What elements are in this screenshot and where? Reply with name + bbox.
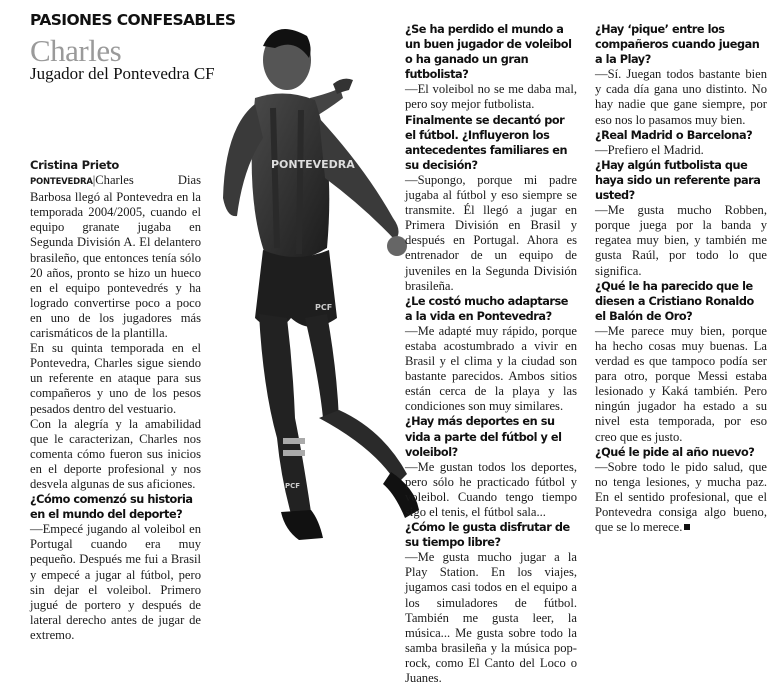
intro-paragraph-1: PONTEVEDRA|Charles Dias Barbosa llegó al Pontevedra en la temporada 2004/2005, cuando el equipo granate jugaba en Segunda División A. El delantero brasileño, que entonces tenía sólo 20 años, pronto se hizo un hueco en el equipo pontevedrés y ha logrado convertirse poco a poco en uno de los jugadores más carismáticos de la plantilla. bbox=[30, 173, 201, 341]
question-7: ¿Hay ‘pique’ entre los compañeros cuando juegan a la Play? bbox=[595, 23, 760, 67]
intro-paragraph-3: Con la alegría y la amabilidad que le caracterizan, Charles nos comenta cómo fueron sus inicios en el deporte profesional y nos desvela algunas de sus aficiones. bbox=[30, 416, 201, 491]
answer-4: —Me adapté muy rápido, porque estaba acostumbrado a vivir en Brasil y el clima y la ciudad son bastante parecidos. Ambos sitios están cerca de la playa y las condiciones son muy similares. bbox=[405, 323, 577, 414]
answer-10: —Me parece muy bien, porque ha hecho cosas muy buenas. La verdad es que tampoco podía ser para otro, porque Messi estaba lesionado y Kaká también. Pero ningún jugador ha estado a su nivel esta temporada, por eso creo que es justo. bbox=[595, 323, 767, 444]
interviewee-name: Charles bbox=[30, 33, 122, 68]
question-10: ¿Qué le ha parecido que le diesen a Cristiano Ronaldo el Balón de Oro? bbox=[595, 279, 754, 323]
player-silhouette bbox=[215, 18, 425, 548]
answer-11: —Sobre todo le pido salud, que no tenga lesiones, y mucha paz. En el sentido profesional, que el Pontevedra consiga algo bueno, que se lo merece. bbox=[595, 459, 767, 535]
byline-author: Cristina Prieto bbox=[30, 158, 120, 172]
answer-1: —Empecé jugando al voleibol en Portugal cuando era muy pequeño. Después me fui a Brasil y empecé a jugar al fútbol, pero sin dejar el voleibol. Primero jugué de portero y después de lateral derecho antes de jugar de extremo. bbox=[30, 522, 201, 642]
shirt-text: PONTEVEDRA bbox=[271, 158, 355, 171]
question-9: ¿Hay algún futbolista que haya sido un referente para usted? bbox=[595, 158, 761, 203]
shorts-badge: PCF bbox=[315, 303, 333, 312]
question-6: ¿Cómo le gusta disfrutar de su tiempo libre? bbox=[405, 521, 570, 550]
player-photo bbox=[215, 18, 425, 548]
question-4: ¿Le costó mucho adaptarse a la vida en Pontevedra? bbox=[405, 294, 569, 323]
section-kicker: PASIONES CONFESABLES bbox=[30, 11, 236, 29]
intro-paragraph-2: En su quinta temporada en el Pontevedra, Charles sigue siendo un referente en ataque para sus compañeros y uno de los pesos pesados dentro del vestuario. bbox=[30, 341, 201, 416]
question-1: ¿Cómo comenzó su historia en el mundo del deporte? bbox=[30, 493, 193, 522]
question-8: ¿Real Madrid o Barcelona? bbox=[595, 128, 753, 142]
end-of-article-mark bbox=[684, 524, 690, 530]
answer-7: —Sí. Juegan todos bastante bien y cada día gana uno distinto. No hay nadie que gane siempre, por eso nos lo pasamos muy bien. bbox=[595, 67, 767, 127]
interviewee-role: Jugador del Pontevedra CF bbox=[30, 64, 215, 83]
sock-badge: PCF bbox=[285, 482, 301, 490]
answer-3: —Supongo, porque mi padre jugaba al fútbol y eso siempre se transmite. Él llegó a jugar en Primera División en Brasil y después en Portugal. Ahora es entrenador de un equipo de juveniles en la Segunda División brasileña. bbox=[405, 172, 577, 293]
answer-2: —El voleibol no se me daba mal, pero soy mejor futbolista. bbox=[405, 82, 577, 112]
column-1 bbox=[30, 158, 201, 643]
question-5: ¿Hay más deportes en su vida a parte del fútbol y el voleibol? bbox=[405, 415, 562, 459]
question-11: ¿Qué le pide al año nuevo? bbox=[595, 445, 755, 459]
answer-8: —Prefiero el Madrid. bbox=[595, 142, 704, 157]
dateline: PONTEVEDRA bbox=[30, 177, 93, 188]
answer-9: —Me gusta mucho Robben, porque juega por la banda y regatea muy bien, y también me gusta Raúl, por todo lo que significa. bbox=[595, 203, 767, 278]
answer-6: —Me gusta mucho jugar a la Play Station. En los viajes, jugamos casi todos en el equipo a los simuladores de fútbol. También me gusta leer, la música... Me gusta sobre todo la samba brasileña y la música pop-rock, como El Canto del Loco o Juanes. bbox=[405, 550, 577, 686]
question-3: Finalmente se decantó por el fútbol. ¿Influyeron los antecedentes familiares en su decisión? bbox=[405, 113, 568, 172]
question-2: ¿Se ha perdido el mundo a un buen jugador de voleibol o ha ganado un gran futbolista? bbox=[405, 23, 572, 82]
column-2 bbox=[405, 22, 577, 686]
column-3 bbox=[595, 22, 767, 535]
answer-5: —Me gustan todos los deportes, pero sólo he practicado fútbol y voleibol. Cuando tengo tiempo sigo el tenis, el fútbol sala... bbox=[405, 459, 577, 519]
